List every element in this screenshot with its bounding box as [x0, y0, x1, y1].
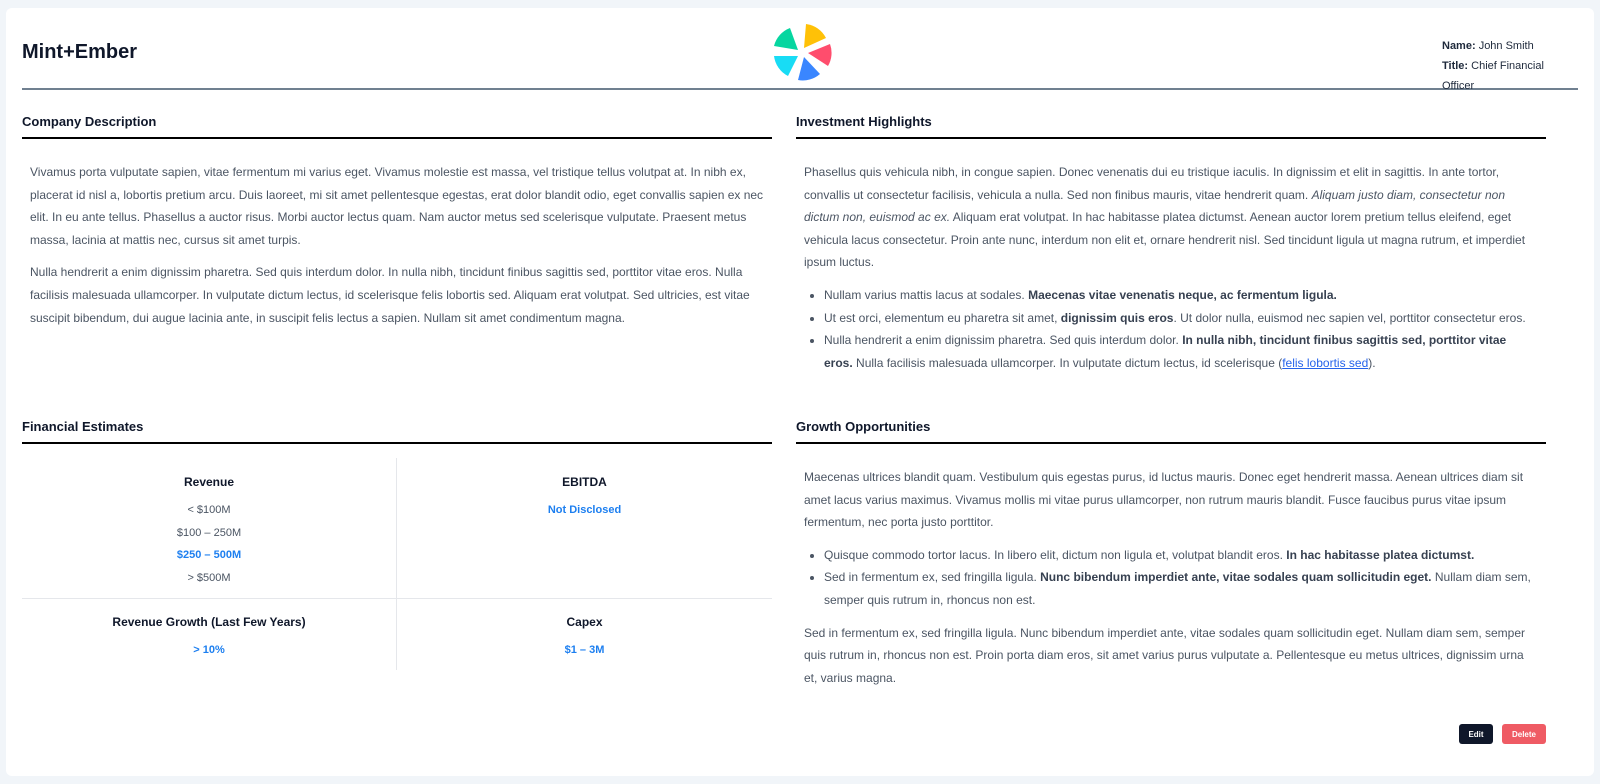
ebitda-value: Not Disclosed — [547, 504, 622, 516]
paragraph: Sed in fermentum ex, sed fringilla ligula. Nunc bibendum imperdiet ante, vitae sodales quam sollicitudin eget. Nullam diam sem, semper quis rutrum in, rhoncus non est. Proin porta diam eros, sit amet varius purus vulputate a. Pellentesque eu metus ultrices, dignissim urna et, varius magna. — [804, 625, 1526, 685]
highlights-list — [804, 284, 1538, 374]
contact-title — [1442, 56, 1578, 96]
financial-estimates-section — [22, 420, 772, 674]
company-description-body — [22, 161, 772, 329]
revenue-growth-cell — [22, 615, 396, 662]
paragraph: Nulla hendrerit a enim dignissim pharetra. Sed quis interdum dolor. In nulla nibh, tincidunt finibus sagittis sed, porttitor vitae eros. Nulla facilisis malesuada ullamcorper. In vulputate dictum lectus, id scelerisque felis lobortis sed. Aliquam erat volutpat. Sed ultricies, est vitae suscipit bibendum, dui augue lacinia ante, in suscipit felis lectus a sapien. Nullam sit amet condimentum magna. — [30, 265, 750, 325]
section-title: Financial Estimates — [22, 420, 772, 444]
paragraph: Phasellus quis vehicula nibh, in congue sapien. Donec venenatis dui eu tristique iaculis. In dignissim et elit in sagittis. In ante tortor, convallis ut consectetur facilisis, vehicula a nulla. Sed non finibus mauris, vitae hendrerit quam. Aliquam justo diam, consectetur non dictum non, euismod ac ex. Aliquam erat volutpat. In hac habitasse platea dictumst. Aenean auctor lorem pretium tellus eleifend, eget vehicula lacus consectetur. Proin ante nunc, interdum non elit et, ornare hendrerit nisl. Sed tincidunt ligula ut magna rutrum, et imperdiet ipsum luctus. — [804, 165, 1526, 270]
emphasis-text: Aliquam justo diam, consectetur non dictum non, euismod ac ex. — [804, 187, 1506, 225]
financial-grid — [22, 458, 772, 674]
revenue-cell — [22, 475, 396, 589]
contact-name — [1442, 36, 1578, 56]
profile-card — [6, 8, 1594, 776]
section-title: Investment Highlights — [796, 115, 1546, 139]
name-label: Name: — [1442, 40, 1476, 52]
list-item: • Nullam varius mattis lacus at sodales. Maecenas vitae venenatis neque, ac fermentum ligula. — [824, 284, 1538, 307]
investment-highlights-section — [796, 115, 1546, 384]
revenue-growth-value: > 10% — [193, 644, 225, 656]
capex-label: Capex — [566, 615, 603, 629]
capex-cell — [397, 615, 772, 662]
pinwheel-logo-icon — [770, 20, 834, 84]
revenue-option: < $100M — [187, 504, 231, 516]
title-value: Chief Financial Officer — [1442, 60, 1544, 92]
revenue-option: > $500M — [187, 571, 231, 584]
revenue-growth-label: Revenue Growth (Last Few Years) — [112, 615, 306, 629]
grid-divider-horizontal — [22, 598, 772, 599]
ebitda-label: EBITDA — [562, 475, 607, 489]
paragraph: Vivamus porta vulputate sapien, vitae fermentum mi varius eget. Vivamus molestie est massa, vel tristique tellus volutpat at. In nibh ex, placerat id nisl a, lobortis pretium arcu. Duis laoreet, mi sit amet pellentesque egestas, erat dolor blandit odio, eget convallis sapien ex nec elit. In eu ante tellus. Phasellus a auctor risus. Morbi auctor lectus quam. Nam auctor metus sed scelerisque vulputate. Praesent metus massa, lacinia at mattis nec, cursus sit amet turpis. — [30, 165, 764, 247]
list-item: • Sed in fermentum ex, sed fringilla ligula. Nunc bibendum imperdiet ante, vitae sodales quam sollicitudin eget. Nullam diam sem, semper quis rutrum in, rhoncus non est. — [824, 566, 1538, 611]
felis-lobortis-link[interactable]: felis lobortis sed — [1282, 355, 1369, 370]
list-item: • Quisque commodo tortor lacus. In libero elit, dictum non ligula et, volutpat blandit eros. In hac habitasse platea dictumst. — [824, 544, 1538, 567]
name-value: John Smith — [1478, 40, 1534, 52]
company-description-section — [22, 115, 772, 339]
delete-button[interactable]: Delete — [1502, 724, 1546, 744]
ebitda-cell — [397, 475, 772, 522]
list-item: • Nulla hendrerit a enim dignissim pharetra. Sed quis interdum dolor. In nulla nibh, tincidunt finibus sagittis sed, porttitor vitae eros. Nulla facilisis malesuada ullamcorper. In vulputate dictum lectus, id scelerisque (felis lobortis sed). — [824, 329, 1538, 374]
growth-list — [804, 544, 1538, 612]
section-title: Growth Opportunities — [796, 420, 1546, 444]
contact-info — [1442, 36, 1578, 96]
revenue-option-selected: $250 – 500M — [176, 549, 242, 562]
investment-highlights-body — [796, 161, 1546, 374]
paragraph: Maecenas ultrices blandit quam. Vestibulum quis egestas purus, id luctus mauris. Donec eget hendrerit massa. Aenean ultrices diam sit amet lacus varius maximus. Vivamus mollis mi vitae purus ullamcorper, non rutrum mauris blandit. Fusce faucibus purus vitae ipsum fermentum, nec porta justo porttitor. — [804, 470, 1524, 530]
capex-value: $1 – 3M — [564, 644, 605, 656]
company-name: Mint+Ember — [22, 41, 138, 63]
growth-opportunities-body — [796, 466, 1546, 689]
section-title: Company Description — [22, 115, 772, 139]
revenue-option: $100 – 250M — [176, 526, 242, 539]
page-header — [22, 8, 1578, 90]
growth-opportunities-section — [796, 420, 1546, 699]
revenue-label: Revenue — [183, 475, 235, 489]
list-item: • Ut est orci, elementum eu pharetra sit amet, dignissim quis eros. Ut dolor nulla, euismod nec sapien vel, porttitor consectetur eros. — [824, 307, 1538, 330]
edit-button[interactable]: Edit — [1459, 724, 1493, 744]
title-label: Title: — [1442, 60, 1469, 72]
